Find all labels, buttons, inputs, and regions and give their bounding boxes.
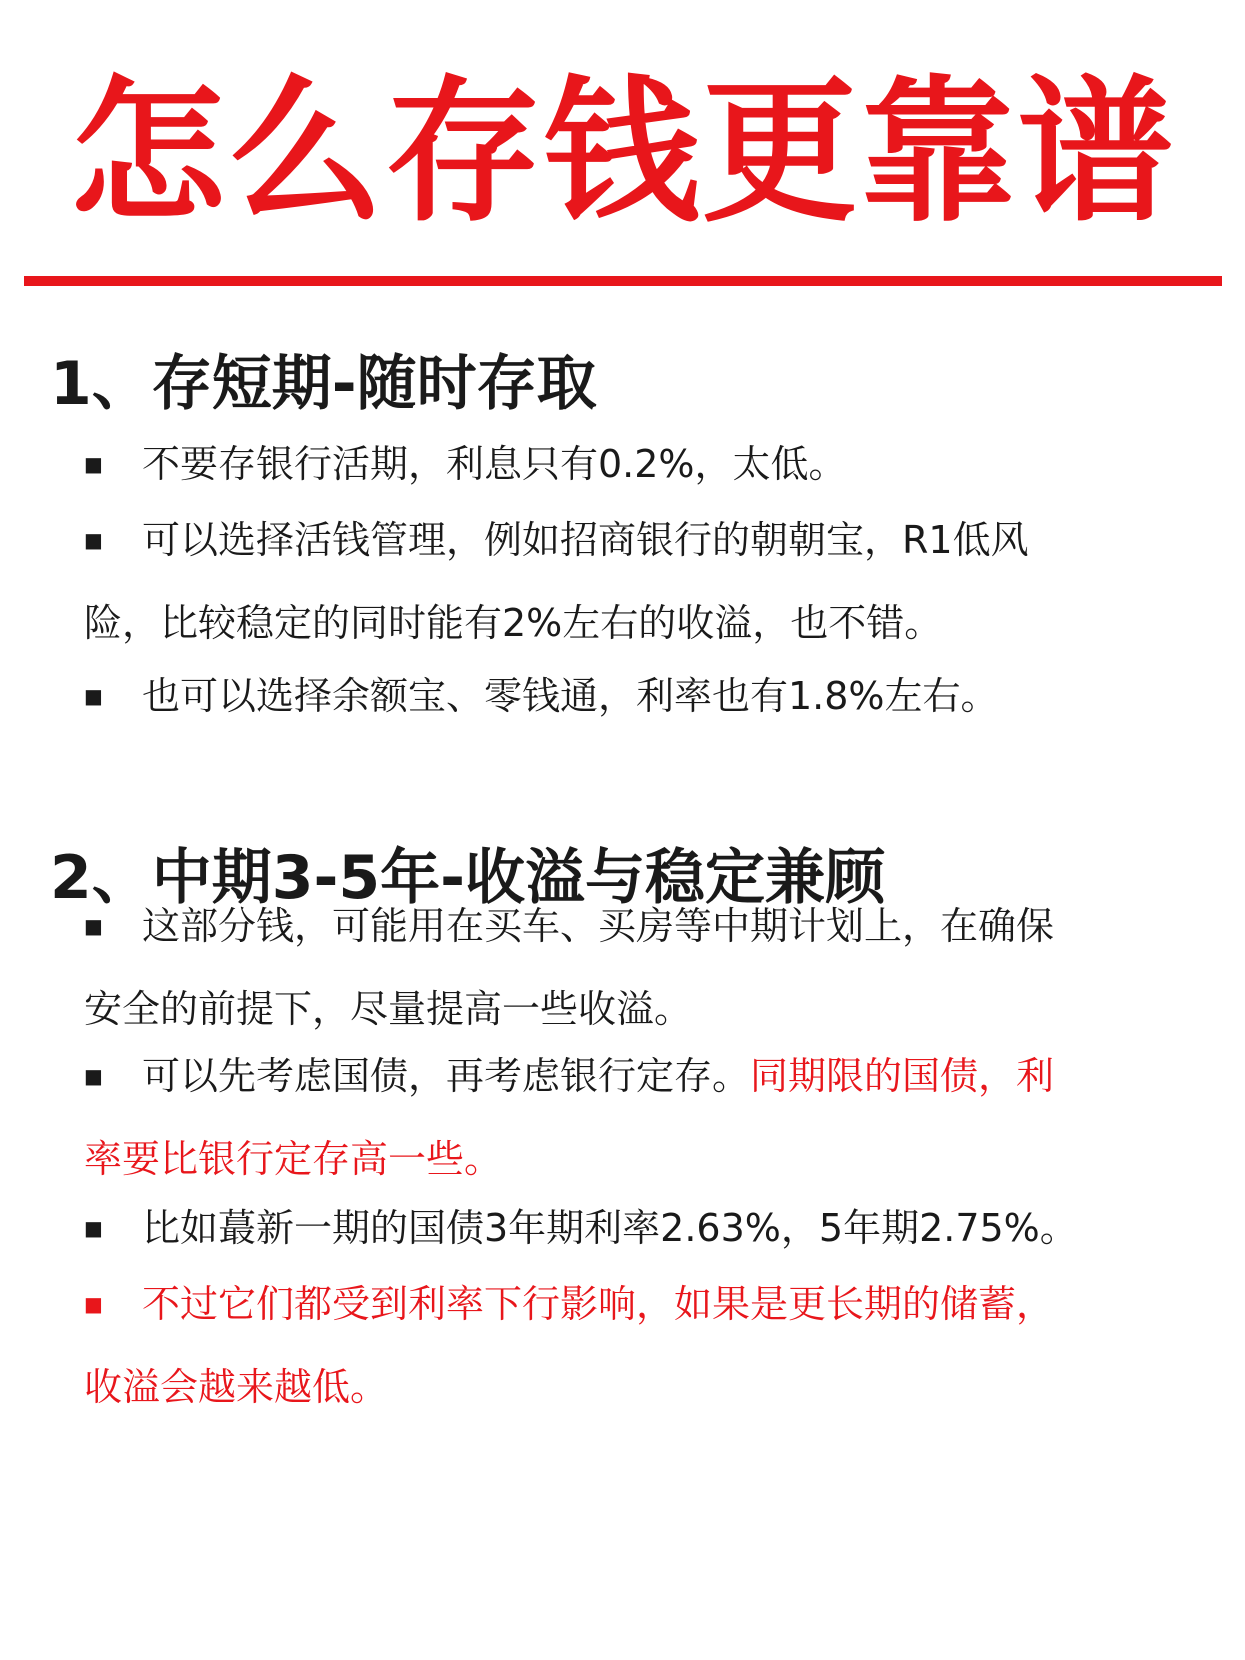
bullet-icon: ■ [84, 1291, 103, 1316]
bullet-icon: ■ [84, 1215, 103, 1240]
section-2-heading: 2、中期3-5年-收溢与稳定兼顾 [50, 843, 886, 913]
bullet-icon: ■ [84, 913, 103, 938]
title-divider [24, 276, 1222, 286]
item-text: 可以选择活钱管理，例如招商银行的朝朝宝，R1低风 [142, 518, 1029, 562]
item-text-continued: 险，比较稳定的同时能有2%左右的收溢，也不错。 [84, 600, 943, 645]
item-text: 比如蕞新一期的国债3年期利率2.63%，5年期2.75%。 [142, 1206, 1078, 1250]
item-highlight-continued: 率要比银行定存高一些。 [84, 1136, 503, 1181]
page-title: 怎么存钱更靠谱 [69, 61, 1176, 243]
section-2-item-3 [84, 1188, 1164, 1271]
item-text-continued: 安全的前提下，尽量提高一些收溢。 [84, 986, 693, 1031]
section-1-item-3 [84, 656, 1164, 739]
item-highlight-text: 同期限的国债，利 [750, 1054, 1055, 1098]
bullet-icon: ■ [84, 451, 103, 476]
bullet-icon: ■ [84, 527, 103, 552]
item-text-continued: 收溢会越来越低。 [84, 1364, 389, 1409]
item-text: 不要存银行活期，利息只有0.2%，太低。 [142, 442, 847, 486]
item-text: 可以先考虑国债，再考虑银行定存。 [142, 1054, 751, 1098]
section-1-heading: 1、存短期-随时存取 [50, 349, 597, 419]
item-text: 这部分钱，可能用在买车、买房等中期计划上，在确保 [142, 904, 1055, 948]
section-2-item-4 [84, 1264, 1164, 1427]
item-text: 也可以选择余额宝、零钱通，利率也有1.8%左右。 [142, 674, 999, 718]
bullet-icon: ■ [84, 1063, 103, 1088]
section-1-item-1 [84, 424, 1164, 507]
item-text: 不过它们都受到利率下行影响，如果是更长期的储蓄， [142, 1282, 1055, 1326]
section-2-item-1 [84, 886, 1164, 1049]
section-1-item-2 [84, 500, 1164, 663]
section-2-item-2 [84, 1036, 1164, 1199]
bullet-icon: ■ [84, 683, 103, 708]
